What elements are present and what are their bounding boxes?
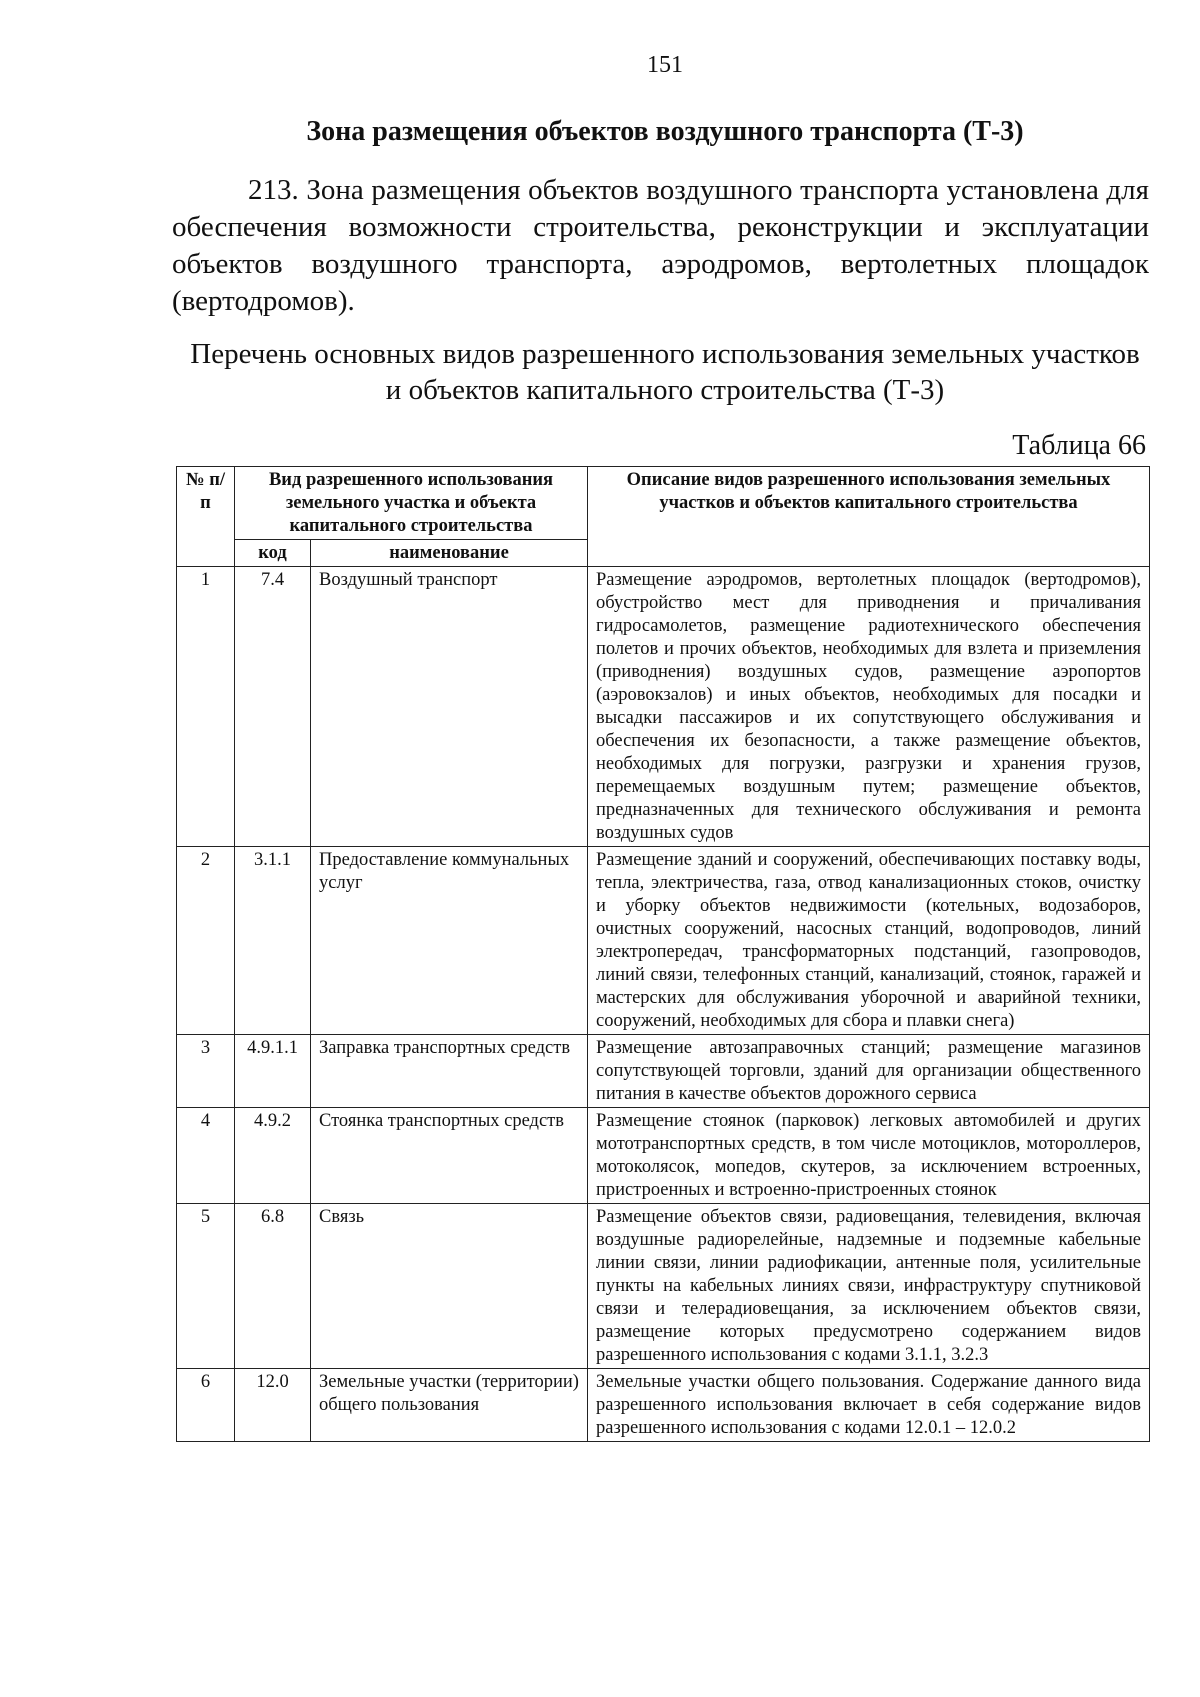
land-use-table (176, 466, 1150, 1442)
header-use-kind: Вид разрешенного использования земельного участка и объекта капитального строительства (235, 467, 588, 540)
list-title-line-1: Перечень основных видов разрешенного использования земельных участков (190, 338, 1140, 370)
table-row (177, 1369, 1150, 1442)
table-row (177, 1108, 1150, 1204)
page-number: 151 (647, 52, 683, 78)
header-num: № п/п (177, 467, 235, 567)
row-code: 6.8 (235, 1204, 311, 1369)
header-description: Описание видов разрешенного использования земельных участков и объектов капитального строительства (588, 467, 1150, 567)
row-number: 4 (177, 1108, 235, 1204)
row-name: Заправка транспортных средств (311, 1035, 588, 1108)
row-name: Стоянка транспортных средств (311, 1108, 588, 1204)
row-number: 2 (177, 847, 235, 1035)
table-header (177, 467, 1150, 567)
row-name: Земельные участки (территории) общего пользования (311, 1369, 588, 1442)
row-number: 1 (177, 567, 235, 847)
row-description: Размещение стоянок (парковок) легковых автомобилей и других мототранспортных средств, в том числе мотоциклов, мотороллеров, мотоколясок, мопедов, скутеров, за исключением встроенных, пристроенных и встроенно-пристроенных стоянок (588, 1108, 1150, 1204)
list-title (150, 336, 1180, 408)
header-code: код (235, 540, 311, 567)
row-number: 6 (177, 1369, 235, 1442)
row-code: 7.4 (235, 567, 311, 847)
header-name: наименование (311, 540, 588, 567)
table-row (177, 847, 1150, 1035)
row-name: Предоставление коммунальных услуг (311, 847, 588, 1035)
row-description: Размещение объектов связи, радиовещания, телевидения, включая воздушные радиорелейные, надземные и подземные кабельные линии связи, линии радиофикации, антенные поля, усилительные пункты на кабельных линиях связи, инфраструктуру спутниковой связи и телерадиовещания, за исключением объектов связи, размещение которых предусмотрено содержанием видов разрешенного использования с кодами 3.1.1, 3.2.3 (588, 1204, 1150, 1369)
list-title-line-2: и объектов капитального строительства (Т-3) (385, 374, 945, 406)
row-description: Размещение аэродромов, вертолетных площадок (вертодромов), обустройство мест для приводнения и причаливания гидросамолетов, размещение радиотехнического обеспечения полетов и прочих объектов, необходимых для взлета и приземления (приводнения) воздушных судов, размещение аэропортов (аэровокзалов) и иных объектов, необходимых для посадки и высадки пассажиров и их сопутствующего обслуживания и обеспечения их безопасности, а также размещение объектов, необходимых для погрузки, разгрузки и хранения грузов, перемещаемых воздушным путем; размещение объектов, предназначенных для технического обслуживания и ремонта воздушных судов (588, 567, 1150, 847)
row-code: 3.1.1 (235, 847, 311, 1035)
row-number: 3 (177, 1035, 235, 1108)
row-code: 4.9.1.1 (235, 1035, 311, 1108)
row-code: 12.0 (235, 1369, 311, 1442)
table-row (177, 567, 1150, 847)
table-caption: Таблица 66 (1012, 430, 1146, 461)
table-row (177, 1035, 1150, 1108)
row-description: Размещение зданий и сооружений, обеспечивающих поставку воды, тепла, электричества, газа, отвод канализационных стоков, очистку и уборку объектов недвижимости (котельных, водозаборов, очистных сооружений, насосных станций, водопроводов, линий электропередач, трансформаторных подстанций, газопроводов, линий связи, телефонных станций, канализаций, стоянок, гаражей и мастерских для обслуживания уборочной и аварийной техники, сооружений, необходимых для сбора и плавки снега) (588, 847, 1150, 1035)
table-row (177, 1204, 1150, 1369)
row-number: 5 (177, 1204, 235, 1369)
paragraph-213: 213. Зона размещения объектов воздушного транспорта установлена для обеспечения возможности строительства, реконструкции и эксплуатации объектов воздушного транспорта, аэродромов, вертолетных площадок (вертодромов). (172, 174, 1149, 317)
row-name: Воздушный транспорт (311, 567, 588, 847)
table-body (177, 567, 1150, 1442)
row-name: Связь (311, 1204, 588, 1369)
row-description: Размещение автозаправочных станций; размещение магазинов сопутствующей торговли, зданий для организации общественного питания в качестве объектов дорожного сервиса (588, 1035, 1150, 1108)
row-code: 4.9.2 (235, 1108, 311, 1204)
row-description: Земельные участки общего пользования. Содержание данного вида разрешенного использования включает в себя содержание видов разрешенного использования с кодами 12.0.1 – 12.0.2 (588, 1369, 1150, 1442)
zone-title: Зона размещения объектов воздушного транспорта (Т-3) (306, 116, 1024, 147)
